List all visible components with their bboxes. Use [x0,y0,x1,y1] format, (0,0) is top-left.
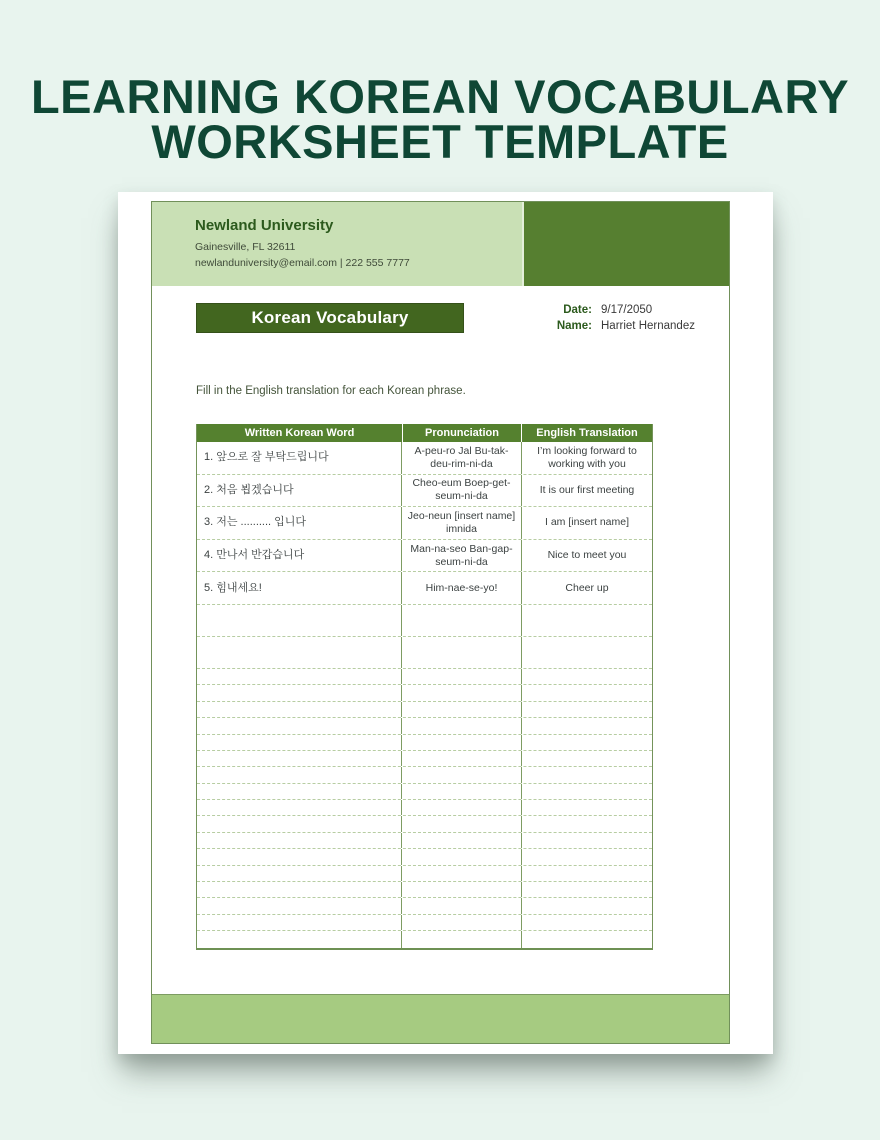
worksheet-page [118,192,773,1054]
empty-table-row [197,767,652,783]
empty-table-row [197,735,652,751]
pronunciation-cell: A-peu-ro Jal Bu-tak-deu-rim-ni-da [402,442,522,474]
column-header-pronunciation: Pronunciation [402,424,522,442]
pronunciation-cell: Cheo-eum Boep-get-seum-ni-da [402,475,522,507]
empty-table-row [197,637,652,669]
instruction-text: Fill in the English translation for each Korean phrase. [196,385,466,397]
empty-table-row [197,898,652,914]
letterhead [152,202,729,286]
translation-cell: I’m looking forward to working with you [537,444,637,470]
table-row [197,572,652,605]
table-row [197,540,652,573]
column-header-translation: English Translation [536,427,638,439]
vocabulary-table [196,424,653,950]
column-header-korean: Written Korean Word [244,427,355,439]
korean-word-cell: 1. 앞으로 잘 부탁드립니다 [197,442,402,474]
empty-table-row [197,605,652,637]
empty-table-row [197,833,652,849]
korean-word-cell: 5. 힘내세요! [197,572,402,604]
letterhead-info-block [152,202,524,286]
empty-table-row [197,718,652,734]
table-row [197,507,652,540]
date-name-block [552,304,695,333]
empty-table-row [197,931,652,947]
page-title-line1: LEARNING KOREAN VOCABULARY [30,70,850,123]
empty-table-row [197,800,652,816]
empty-table-row [197,669,652,685]
korean-word-cell: 3. 저는 .......... 입니다 [197,507,402,539]
pronunciation-cell: Jeo-neun [insert name] imnida [402,507,522,539]
empty-table-row [197,849,652,865]
empty-table-row [197,702,652,718]
empty-table-row [197,685,652,701]
translation-cell: I am [insert name] [544,516,630,529]
date-label: Date: [563,304,592,316]
translation-cell: It is our first meeting [539,483,635,496]
empty-table-row [197,784,652,800]
translation-cell: Cheer up [565,581,609,594]
name-label: Name: [556,320,592,332]
pronunciation-cell: Man-na-seo Ban-gap-seum-ni-da [402,540,522,572]
name-value: Harriet Hernandez [601,320,695,332]
date-value: 9/17/2050 [601,304,653,316]
empty-table-row [197,816,652,832]
empty-table-row [197,915,652,931]
worksheet-title-box [196,303,464,333]
pronunciation-cell: Him-nae-se-yo! [402,572,522,604]
table-row [197,475,652,508]
letterhead-accent-block [524,202,729,286]
university-contact: newlanduniversity@email.com | 222 555 7777 [195,257,410,269]
university-address: Gainesville, FL 32611 [195,241,296,253]
content-frame [151,201,730,1044]
table-row [197,442,652,475]
korean-word-cell: 2. 처음 뵙겠습니다 [197,475,402,507]
worksheet-title: Korean Vocabulary [251,308,409,327]
empty-table-row [197,882,652,898]
empty-table-row [197,866,652,882]
translation-cell: Nice to meet you [547,549,627,562]
korean-word-cell: 4. 만나서 반갑습니다 [197,540,402,572]
table-header-row [197,424,652,442]
university-name: Newland University [195,217,334,234]
page-title [0,70,880,168]
footer-bar [152,994,729,1043]
empty-rows [197,605,652,948]
empty-table-row [197,751,652,767]
page-title-line2: WORKSHEET TEMPLATE [151,115,729,168]
